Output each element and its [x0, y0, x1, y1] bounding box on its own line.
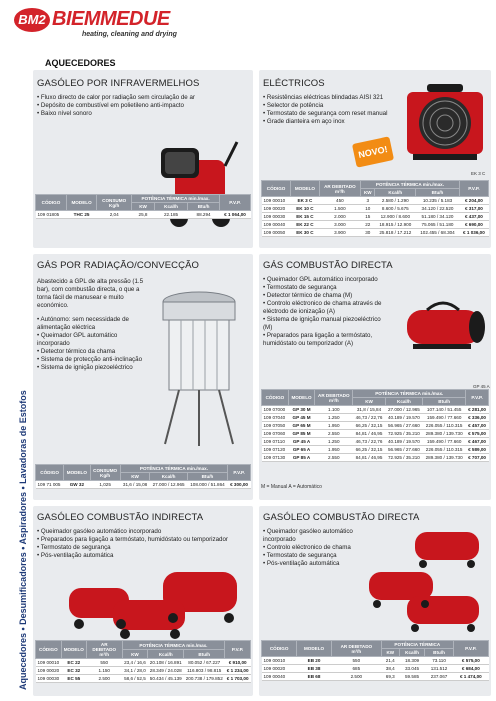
- col-header: Btu/h: [188, 203, 220, 211]
- col-header: Btu/h: [416, 189, 460, 197]
- table-cell: 109 00030: [37, 676, 60, 681]
- feature-item: • Grade dianteira em aço inox: [263, 118, 403, 126]
- table-cell: EB 20: [297, 657, 332, 665]
- feature-item: • Baixo nível sonoro: [37, 110, 217, 118]
- table-cell: 80.052 / 67.227: [184, 659, 225, 667]
- table-cell: € 1 703,00: [226, 676, 249, 681]
- table-row: [262, 430, 489, 438]
- table-cell: 109 00010: [262, 197, 291, 205]
- table-cell: 75.065 / 51.180: [416, 221, 460, 229]
- panel-infrared: [33, 70, 253, 248]
- panel-title: GASÓLEO COMBUSTÃO DIRECTA: [263, 512, 420, 523]
- table-cell: 2,04: [97, 211, 132, 219]
- panel-title: GÁS POR RADIAÇÃO/CONVECÇÃO: [37, 260, 200, 271]
- table-cell: € 1 036,00: [459, 229, 488, 237]
- image-caption: EK 3 C: [471, 171, 486, 176]
- table-cell: 685: [331, 665, 381, 673]
- table-cell: 159.490 / 77.660: [423, 414, 466, 422]
- table-cell: € 575,00: [453, 657, 488, 665]
- feature-item: • Queimador gasóleo automático incorporado: [37, 528, 247, 536]
- table-cell: EB 38: [297, 665, 332, 673]
- spec-table: [261, 640, 489, 681]
- table-cell: € 1 234,00: [226, 668, 249, 673]
- col-header: Kcal/h: [385, 398, 423, 406]
- panel-gas-radiation: [33, 254, 253, 500]
- table-cell: GP 85 M: [288, 430, 314, 438]
- table-row: [262, 213, 489, 221]
- table-cell: 18.915 / 12.900: [375, 221, 416, 229]
- table-cell: 116.803 / 98.815: [184, 667, 225, 675]
- table-cell: 25,8: [132, 211, 155, 219]
- table-row: [262, 205, 489, 213]
- panel-electric: [259, 70, 491, 248]
- feature-item: • Selector de potência: [263, 102, 403, 110]
- spec-table: [261, 180, 489, 237]
- table-cell: 30: [361, 229, 375, 237]
- col-header: P.V.P.: [453, 641, 488, 657]
- table-cell: 10.235 / 5.183: [416, 197, 460, 205]
- col-header: MODELO: [64, 465, 90, 481]
- feature-item: • Sistema de protecção anti-inclinação: [37, 356, 145, 364]
- table-cell: 34.120 / 22.520: [416, 205, 460, 213]
- brand-tagline: heating, cleaning and drying: [82, 31, 177, 38]
- table-cell: 109 07000: [262, 406, 289, 414]
- table-row: [262, 197, 489, 205]
- table-cell: 2.500: [86, 675, 122, 683]
- panel-title: GASÓLEO COMBUSTÃO INDIRECTA: [37, 512, 204, 523]
- feature-list: [37, 528, 247, 560]
- feature-item: • Pós-ventilação automática: [263, 560, 363, 568]
- table-row: [262, 438, 489, 446]
- table-cell: EC 32: [61, 667, 86, 675]
- feature-item: • Sistema de ignição manual piezoeléctrico (M): [263, 316, 383, 332]
- table-row: [262, 406, 489, 414]
- table-cell: € 300,00: [228, 481, 251, 489]
- table-cell: 84,81 / 46,95: [353, 454, 385, 462]
- feature-item: • Fluxo directo de calor por radiação sem circulação de ar: [37, 94, 217, 102]
- table-cell: 2.550: [315, 454, 353, 462]
- feature-item: • Queimador GPL automático incorporado: [263, 276, 383, 284]
- table-cell: 66,25 / 32,15: [353, 422, 385, 430]
- table-cell: 31,6 / 15,08: [120, 481, 150, 489]
- table-cell: GP 65 M: [288, 422, 314, 430]
- gas-heater-image: [397, 294, 489, 364]
- table-cell: 289.380 / 139.730: [423, 430, 466, 438]
- col-header: Btu/h: [423, 398, 466, 406]
- col-header: Kcal/h: [150, 473, 188, 481]
- panel-title: GASÓLEO POR INFRAVERMELHOS: [37, 78, 200, 89]
- table-cell: 109 07050: [262, 422, 289, 430]
- feature-item: • Depósito de combustível em polietileno anti-impacto: [37, 102, 217, 110]
- table-cell: 50.434 / 45.139: [149, 676, 182, 681]
- table-cell: 550: [331, 657, 381, 665]
- col-header: POTÊNCIA TÉRMICA min./max.: [120, 465, 227, 473]
- col-header: POTÊNCIA TÉRMICA min./max.: [353, 390, 466, 398]
- table-cell: 69,3: [381, 673, 399, 681]
- table-cell: THC 25: [66, 211, 96, 219]
- col-header: KW: [353, 398, 385, 406]
- table-cell: 2.500: [331, 673, 381, 681]
- spec-table: [35, 640, 251, 683]
- table-row: [36, 659, 251, 667]
- table-cell: EC 55: [61, 675, 86, 683]
- table-cell: 450: [319, 197, 360, 205]
- side-category-text: Aquecedores • Desumificadores • Aspiradores • Lavadoras de Estofos: [18, 390, 28, 690]
- table-cell: 109 07060: [262, 430, 289, 438]
- table-cell: € 281,00: [466, 406, 489, 414]
- table-cell: 21,4: [381, 657, 399, 665]
- col-header: POTÊNCIA TÉRMICA min./max.: [361, 181, 460, 189]
- table-cell: 72.925 / 35.210: [385, 454, 423, 462]
- col-header: CÓDIGO: [262, 390, 289, 406]
- table-row: [262, 665, 489, 673]
- table-cell: 28.349 / 24.028: [149, 668, 182, 673]
- table-cell: GP 85 A: [288, 454, 314, 462]
- feature-item: • Resistências eléctricas blindadas AISI 321: [263, 94, 403, 102]
- col-header: Btu/h: [425, 649, 453, 657]
- panel-gas-direct: [259, 254, 491, 500]
- table-cell: 22.185: [154, 211, 187, 219]
- panel-intro: Abastecido a GPL de alta pressão (1.5 bar), com combustão directa, o que a torna fácil de manusear e muito económico.: [37, 278, 144, 309]
- table-cell: 109 00050: [262, 229, 291, 237]
- feature-item: • Controlo eléctronico de chama: [263, 544, 363, 552]
- col-header: KW: [132, 203, 155, 211]
- col-header: CÓDIGO: [262, 181, 291, 197]
- table-row: [262, 422, 489, 430]
- col-header: Btu/h: [187, 473, 227, 481]
- table-cell: 72.925 / 35.210: [385, 430, 423, 438]
- table-cell: EK 15 C: [291, 213, 320, 221]
- table-cell: 58,6 / 52,5: [124, 676, 146, 681]
- table-cell: 1.150: [86, 667, 122, 675]
- table-cell: EK 10 C: [291, 205, 320, 213]
- table-cell: € 1 064,00: [220, 211, 251, 219]
- table-cell: 200.738 / 179.852: [185, 676, 223, 681]
- col-header: Btu/h: [184, 650, 225, 659]
- table-cell: 8.600 / 5.675: [375, 205, 416, 213]
- feature-item: • Pós-ventilação automática: [37, 552, 247, 560]
- col-header: CÓDIGO: [36, 195, 67, 211]
- table-cell: EK 3 C: [291, 197, 320, 205]
- table-cell: 10: [361, 205, 375, 213]
- table-cell: 22: [361, 221, 375, 229]
- table-cell: 109 00010: [37, 660, 60, 665]
- feature-list: [37, 94, 217, 118]
- table-cell: 107.140 / 51.455: [423, 406, 466, 414]
- feature-list: [263, 528, 363, 568]
- table-cell: 109 00020: [262, 205, 291, 213]
- table-cell: EK 30 C: [291, 229, 320, 237]
- col-header: CÓDIGO: [36, 641, 62, 659]
- table-cell: 20.108 / 16.891: [149, 660, 182, 665]
- col-header: POTÊNCIA TÉRMICA min./max.: [132, 195, 220, 203]
- spec-table: [35, 194, 251, 219]
- table-cell: 34,1 / 28,0: [124, 668, 146, 673]
- table-row: [36, 675, 251, 683]
- table-cell: 550: [86, 659, 122, 667]
- table-cell: 46,73 / 22,76: [353, 438, 385, 446]
- table-cell: 109 00010: [262, 657, 297, 665]
- table-cell: 3.000: [319, 221, 360, 229]
- table-cell: 56.965 / 27.660: [385, 422, 423, 430]
- table-cell: GP 45 A: [288, 438, 314, 446]
- col-header: AR DEBITADO m³/h: [319, 181, 360, 197]
- col-header: P.V.P.: [459, 181, 488, 197]
- col-header: KW: [120, 473, 150, 481]
- table-row: [36, 481, 251, 489]
- table-cell: 23,4 / 16,6: [124, 660, 146, 665]
- col-header: Kcal/h: [399, 649, 425, 657]
- table-cell: 38,4: [381, 665, 399, 673]
- direct-heater-image: [359, 528, 489, 632]
- table-cell: € 684,00: [453, 665, 488, 673]
- table-cell: 109 07120: [262, 446, 289, 454]
- feature-item: • Sistema de ignição piezoeléctrico: [37, 364, 145, 372]
- table-cell: 109 00020: [262, 665, 297, 673]
- table-cell: 1.950: [315, 446, 353, 454]
- panel-title: GÁS COMBUSTÃO DIRECTA: [263, 260, 393, 271]
- table-cell: 3: [361, 197, 375, 205]
- feature-item: • Termostato de segurança: [263, 552, 363, 560]
- table-cell: 289.380 / 139.730: [423, 454, 466, 462]
- feature-item: • Termostato de segurança com reset manual: [263, 110, 403, 118]
- table-cell: 51.180 / 34.120: [416, 213, 460, 221]
- table-row: [262, 454, 489, 462]
- col-header: CÓDIGO: [262, 641, 297, 657]
- col-header: POTÊNCIA TÉRMICA min./max.: [122, 641, 225, 650]
- table-cell: 1.950: [315, 422, 353, 430]
- table-row: [262, 657, 489, 665]
- table-cell: 88.294: [188, 211, 220, 219]
- table-cell: € 1 474,00: [453, 673, 488, 681]
- col-header: Kcal/h: [154, 203, 187, 211]
- table-cell: 31,8 / 15,84: [353, 406, 385, 414]
- table-cell: 59.585: [399, 673, 425, 681]
- table-cell: € 204,00: [459, 197, 488, 205]
- col-header: Kcal/h: [148, 650, 184, 659]
- feature-item: • Controlo eléctronico de chama através de eléctrodo de ionização (A): [263, 300, 383, 316]
- table-cell: GP 65 A: [288, 446, 314, 454]
- table-cell: 109 00040: [262, 221, 291, 229]
- section-title: AQUECEDORES: [45, 58, 116, 68]
- table-cell: 109 00040: [262, 673, 297, 681]
- electric-heater-image: [399, 82, 489, 172]
- table-cell: 1.250: [315, 438, 353, 446]
- table-cell: € 437,00: [459, 213, 488, 221]
- feature-item: • Queimador GPL automático incorporado: [37, 332, 145, 348]
- table-cell: 237.067: [425, 673, 453, 681]
- panel-diesel-indirect: [33, 506, 253, 696]
- table-cell: 1,025: [90, 481, 120, 489]
- table-cell: 40.189 / 19.570: [385, 414, 423, 422]
- new-badge: NOVO!: [352, 136, 394, 167]
- feature-item: • Termostato de segurança: [37, 544, 247, 552]
- table-cell: 109 07040: [262, 414, 289, 422]
- table-cell: € 589,00: [466, 446, 489, 454]
- table-cell: 33.045: [399, 665, 425, 673]
- col-header: AR DEBITADO m³/h: [86, 641, 122, 659]
- table-cell: 27.000 / 12.965: [150, 481, 188, 489]
- table-row: [262, 221, 489, 229]
- table-cell: GP 45 M: [288, 414, 314, 422]
- table-cell: € 690,00: [459, 221, 488, 229]
- page-header: [0, 0, 496, 52]
- table-cell: 2.550: [315, 430, 353, 438]
- radiant-heater-image: [151, 284, 247, 454]
- col-header: CONSUMO Kg/h: [97, 195, 132, 211]
- table-cell: 1.100: [315, 406, 353, 414]
- spec-table: [35, 464, 251, 489]
- table-cell: 18.309: [399, 657, 425, 665]
- table-cell: 108.000 / 51.864: [187, 481, 227, 489]
- table-cell: 25.818 / 17.212: [375, 229, 416, 237]
- table-cell: 2.000: [319, 213, 360, 221]
- feature-item: • Preparados para ligação a termóstato, humidóstato ou temporizador: [37, 536, 247, 544]
- feature-item: • Autónomo: sem necessidade de alimentação eléctrica: [37, 316, 145, 332]
- col-header: MODELO: [297, 641, 332, 657]
- col-header: P.V.P.: [225, 641, 251, 659]
- table-cell: 226.055 / 110.315: [423, 422, 466, 430]
- indirect-heater-image: [63, 562, 243, 642]
- legend-note: M = Manual A = Automático: [261, 484, 322, 490]
- col-header: MODELO: [61, 641, 86, 659]
- col-header: P.V.P.: [228, 465, 251, 481]
- table-row: [262, 414, 489, 422]
- table-cell: EB 68: [297, 673, 332, 681]
- panel-title: ELÉCTRICOS: [263, 78, 325, 89]
- table-cell: 102.455 / 68.304: [416, 229, 460, 237]
- table-cell: 84,81 / 46,95: [353, 430, 385, 438]
- table-cell: 66,25 / 32,15: [353, 446, 385, 454]
- image-caption: GP 45 A: [473, 384, 490, 389]
- table-cell: 159.490 / 77.660: [423, 438, 466, 446]
- feature-item: • Detector térmico da chama: [37, 348, 145, 356]
- col-header: CONSUMO Kg/h: [90, 465, 120, 481]
- table-cell: 109 07130: [262, 454, 289, 462]
- table-cell: 12.900 / 8.600: [375, 213, 416, 221]
- col-header: Kcal/h: [375, 189, 416, 197]
- col-header: MODELO: [288, 390, 314, 406]
- table-cell: GP 30 M: [288, 406, 314, 414]
- table-cell: 27.000 / 12.965: [385, 406, 423, 414]
- table-cell: 3.900: [319, 229, 360, 237]
- table-cell: € 910,00: [225, 659, 251, 667]
- table-row: [262, 229, 489, 237]
- col-header: KW: [122, 650, 148, 659]
- col-header: POTÊNCIA TÉRMICA: [381, 641, 453, 649]
- table-cell: 46,73 / 22,76: [353, 414, 385, 422]
- col-header: P.V.P.: [220, 195, 251, 211]
- table-cell: 109 00020: [37, 668, 60, 673]
- table-cell: 73.110: [425, 657, 453, 665]
- col-header: MODELO: [291, 181, 320, 197]
- col-header: KW: [381, 649, 399, 657]
- brand-name: BIEMMEDUE: [52, 8, 170, 30]
- col-header: AR DEBITADO m³/h: [315, 390, 353, 406]
- table-cell: GW 32: [64, 481, 90, 489]
- table-cell: 1.500: [319, 205, 360, 213]
- table-cell: 109 71 005: [36, 481, 64, 489]
- feature-item: • Preparados para ligação a termóstato, humidóstato ou temporizador (A): [263, 332, 383, 348]
- table-cell: 226.055 / 110.315: [423, 446, 466, 454]
- table-row: [262, 446, 489, 454]
- table-cell: € 336,00: [466, 414, 489, 422]
- table-cell: 56.965 / 27.660: [385, 446, 423, 454]
- brand-logo-badge: BM2: [14, 8, 50, 32]
- table-cell: 109 00030: [262, 213, 291, 221]
- col-header: AR DEBITADO m³/h: [331, 641, 381, 657]
- table-cell: EC 22: [61, 659, 86, 667]
- panel-diesel-direct: [259, 506, 491, 696]
- feature-list: [263, 94, 403, 126]
- table-cell: € 707,00: [466, 454, 489, 462]
- table-cell: 2.580 / 1.290: [375, 197, 416, 205]
- col-header: CÓDIGO: [36, 465, 64, 481]
- table-cell: 109 07110: [262, 438, 289, 446]
- col-header: KW: [361, 189, 375, 197]
- col-header: P.V.P.: [466, 390, 489, 406]
- table-cell: 15: [361, 213, 375, 221]
- spec-table: [261, 389, 489, 462]
- table-cell: € 575,00: [466, 430, 489, 438]
- table-cell: € 467,00: [466, 438, 489, 446]
- table-cell: 40.189 / 19.570: [385, 438, 423, 446]
- table-cell: € 317,00: [459, 205, 488, 213]
- feature-item: • Termostato de segurança: [263, 284, 383, 292]
- feature-list: [263, 276, 383, 348]
- table-cell: € 457,00: [466, 422, 489, 430]
- col-header: MODELO: [66, 195, 96, 211]
- table-row: [36, 211, 251, 219]
- table-row: [36, 667, 251, 675]
- table-cell: EK 22 C: [291, 221, 320, 229]
- table-cell: 1.250: [315, 414, 353, 422]
- feature-item: • Queimador gasóleo automático incorporado: [263, 528, 363, 544]
- table-cell: 109 01805: [36, 211, 67, 219]
- feature-item: • Detector térmico de chama (M): [263, 292, 383, 300]
- table-row: [262, 673, 489, 681]
- table-cell: 131.512: [425, 665, 453, 673]
- feature-list: [37, 316, 145, 372]
